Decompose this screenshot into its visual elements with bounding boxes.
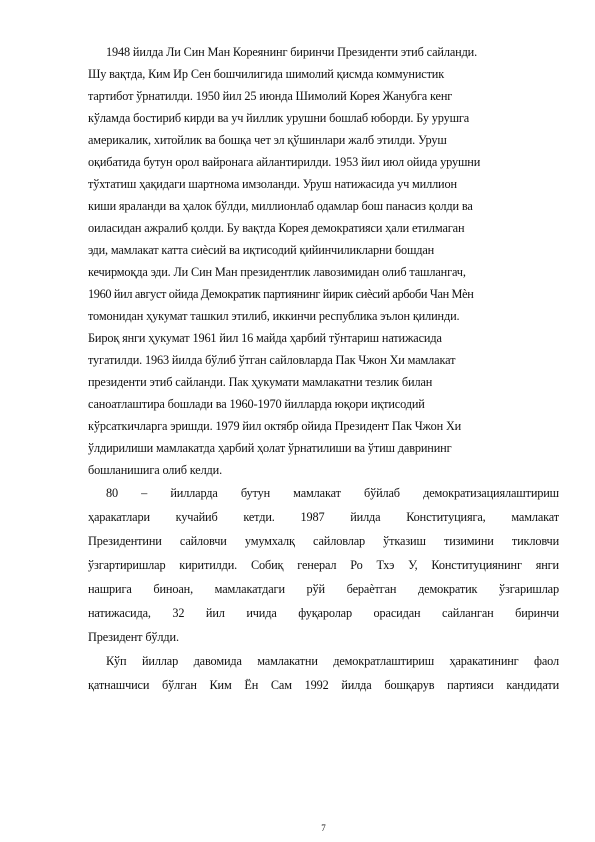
paragraph-1-line-11: кечирмоқда эди. Ли Син Ман президентлик лавозимидан олиб ташлангач, [88,265,466,279]
paragraph-1-line-17: саноатлаштира бошлади ва 1960-1970 йилларда юқори иқтисодий [88,397,425,411]
paragraph-2-line-5: нашрига биноан, мамлакатдаги рўй бераѐтган демократик ўзгаришлар [88,582,559,596]
paragraph-2-line-4: ўзгартиришлар киритилди. Собиқ генерал Ро Тхэ У, Конституциянинг янги [88,558,559,572]
paragraph-1-line-18: кўрсаткичларга эришди. 1979 йил октябр ойида Президент Пак Чжон Хи [88,419,462,433]
paragraph-1-line-3: тартибот ўрнатилди. 1950 йил 25 июнда Шимолий Корея Жанубга кенг [88,89,453,103]
paragraph-1-line-4: кўламда бостириб кирди ва уч йиллик урушни бошлаб юборди. Бу урушга [88,111,470,125]
paragraph-1-line-1: 1948 йилда Ли Син Ман Кореянинг биринчи Президенти этиб сайланди. [106,45,478,59]
paragraph-1-line-20: бошланишига олиб келди. [88,463,223,477]
paragraph-1-line-6: оқибатида бутун орол вайронага айлантирилди. 1953 йил июл ойида урушни [88,155,481,169]
paragraph-1-line-10: эди, мамлакат катта сиѐсий ва иқтисодий қийинчиликларни бошдан [88,243,435,257]
paragraph-1-line-5: америкалик, хитойлик ва бошқа чет эл қўшинлари жалб этилди. Уруш [88,133,447,147]
paragraph-1-line-14: Бироқ янги ҳукумат 1961 йил 16 майда ҳарбий тўнтариш натижасида [88,331,442,345]
paragraph-1-line-9: оиласидан ажралиб қолди. Бу вақтда Корея демократияси ҳали етилмаган [88,221,465,235]
paragraph-2-line-2: ҳаракатлари кучайиб кетди. 1987 йилда Конституцияга, мамлакат [88,510,559,524]
paragraph-2-line-3: Президентини сайловчи умумхалқ сайловлар ўтказиш тизимини тикловчи [88,534,559,548]
paragraph-1-line-16: президенти этиб сайланди. Пак ҳукумати мамлакатни тезлик билан [88,375,433,389]
paragraph-1-line-19: ўлдирилиши мамлакатда ҳарбий ҳолат ўрнатилиши ва ўтиш даврининг [88,441,452,455]
paragraph-1-line-8: киши яраланди ва ҳалок бўлди, миллионлаб одамлар бош панасиз қолди ва [88,199,473,213]
page-number: 7 [321,823,326,833]
paragraph-2-line-1: 80 – йилларда бутун мамлакат бўйлаб демократизациялаштириш [106,486,559,500]
paragraph-1-line-7: тўхтатиш ҳақидаги шартнома имзоланди. Уруш натижасида уч миллион [88,177,457,191]
paragraph-3-line-1: Кўп йиллар давомида мамлакатни демократлаштириш ҳаракатининг фаол [106,654,559,668]
document-page [88,0,559,842]
paragraph-2-line-6: натижасида, 32 йил ичида фуқаролар орасидан сайланган биринчи [88,606,559,620]
paragraph-1-line-2: Шу вақтда, Ким Ир Сен бошчилигида шимолий қисмда коммунистик [88,67,445,81]
paragraph-1-line-12: 1960 йил август ойида Демократик партиянинг йирик сиѐсий арбоби Чан Мѐн [88,287,474,301]
paragraph-1-line-15: тугатилди. 1963 йилда бўлиб ўтган сайловларда Пак Чжон Хи мамлакат [88,353,456,367]
paragraph-3-line-2: қатнашчиси бўлган Ким Ён Сам 1992 йилда бошқарув партияси кандидати [88,678,559,692]
paragraph-1-line-13: томонидан ҳукумат ташкил этилиб, иккинчи республика эълон қилинди. [88,309,460,323]
paragraph-2-line-7: Президент бўлди. [88,630,179,644]
